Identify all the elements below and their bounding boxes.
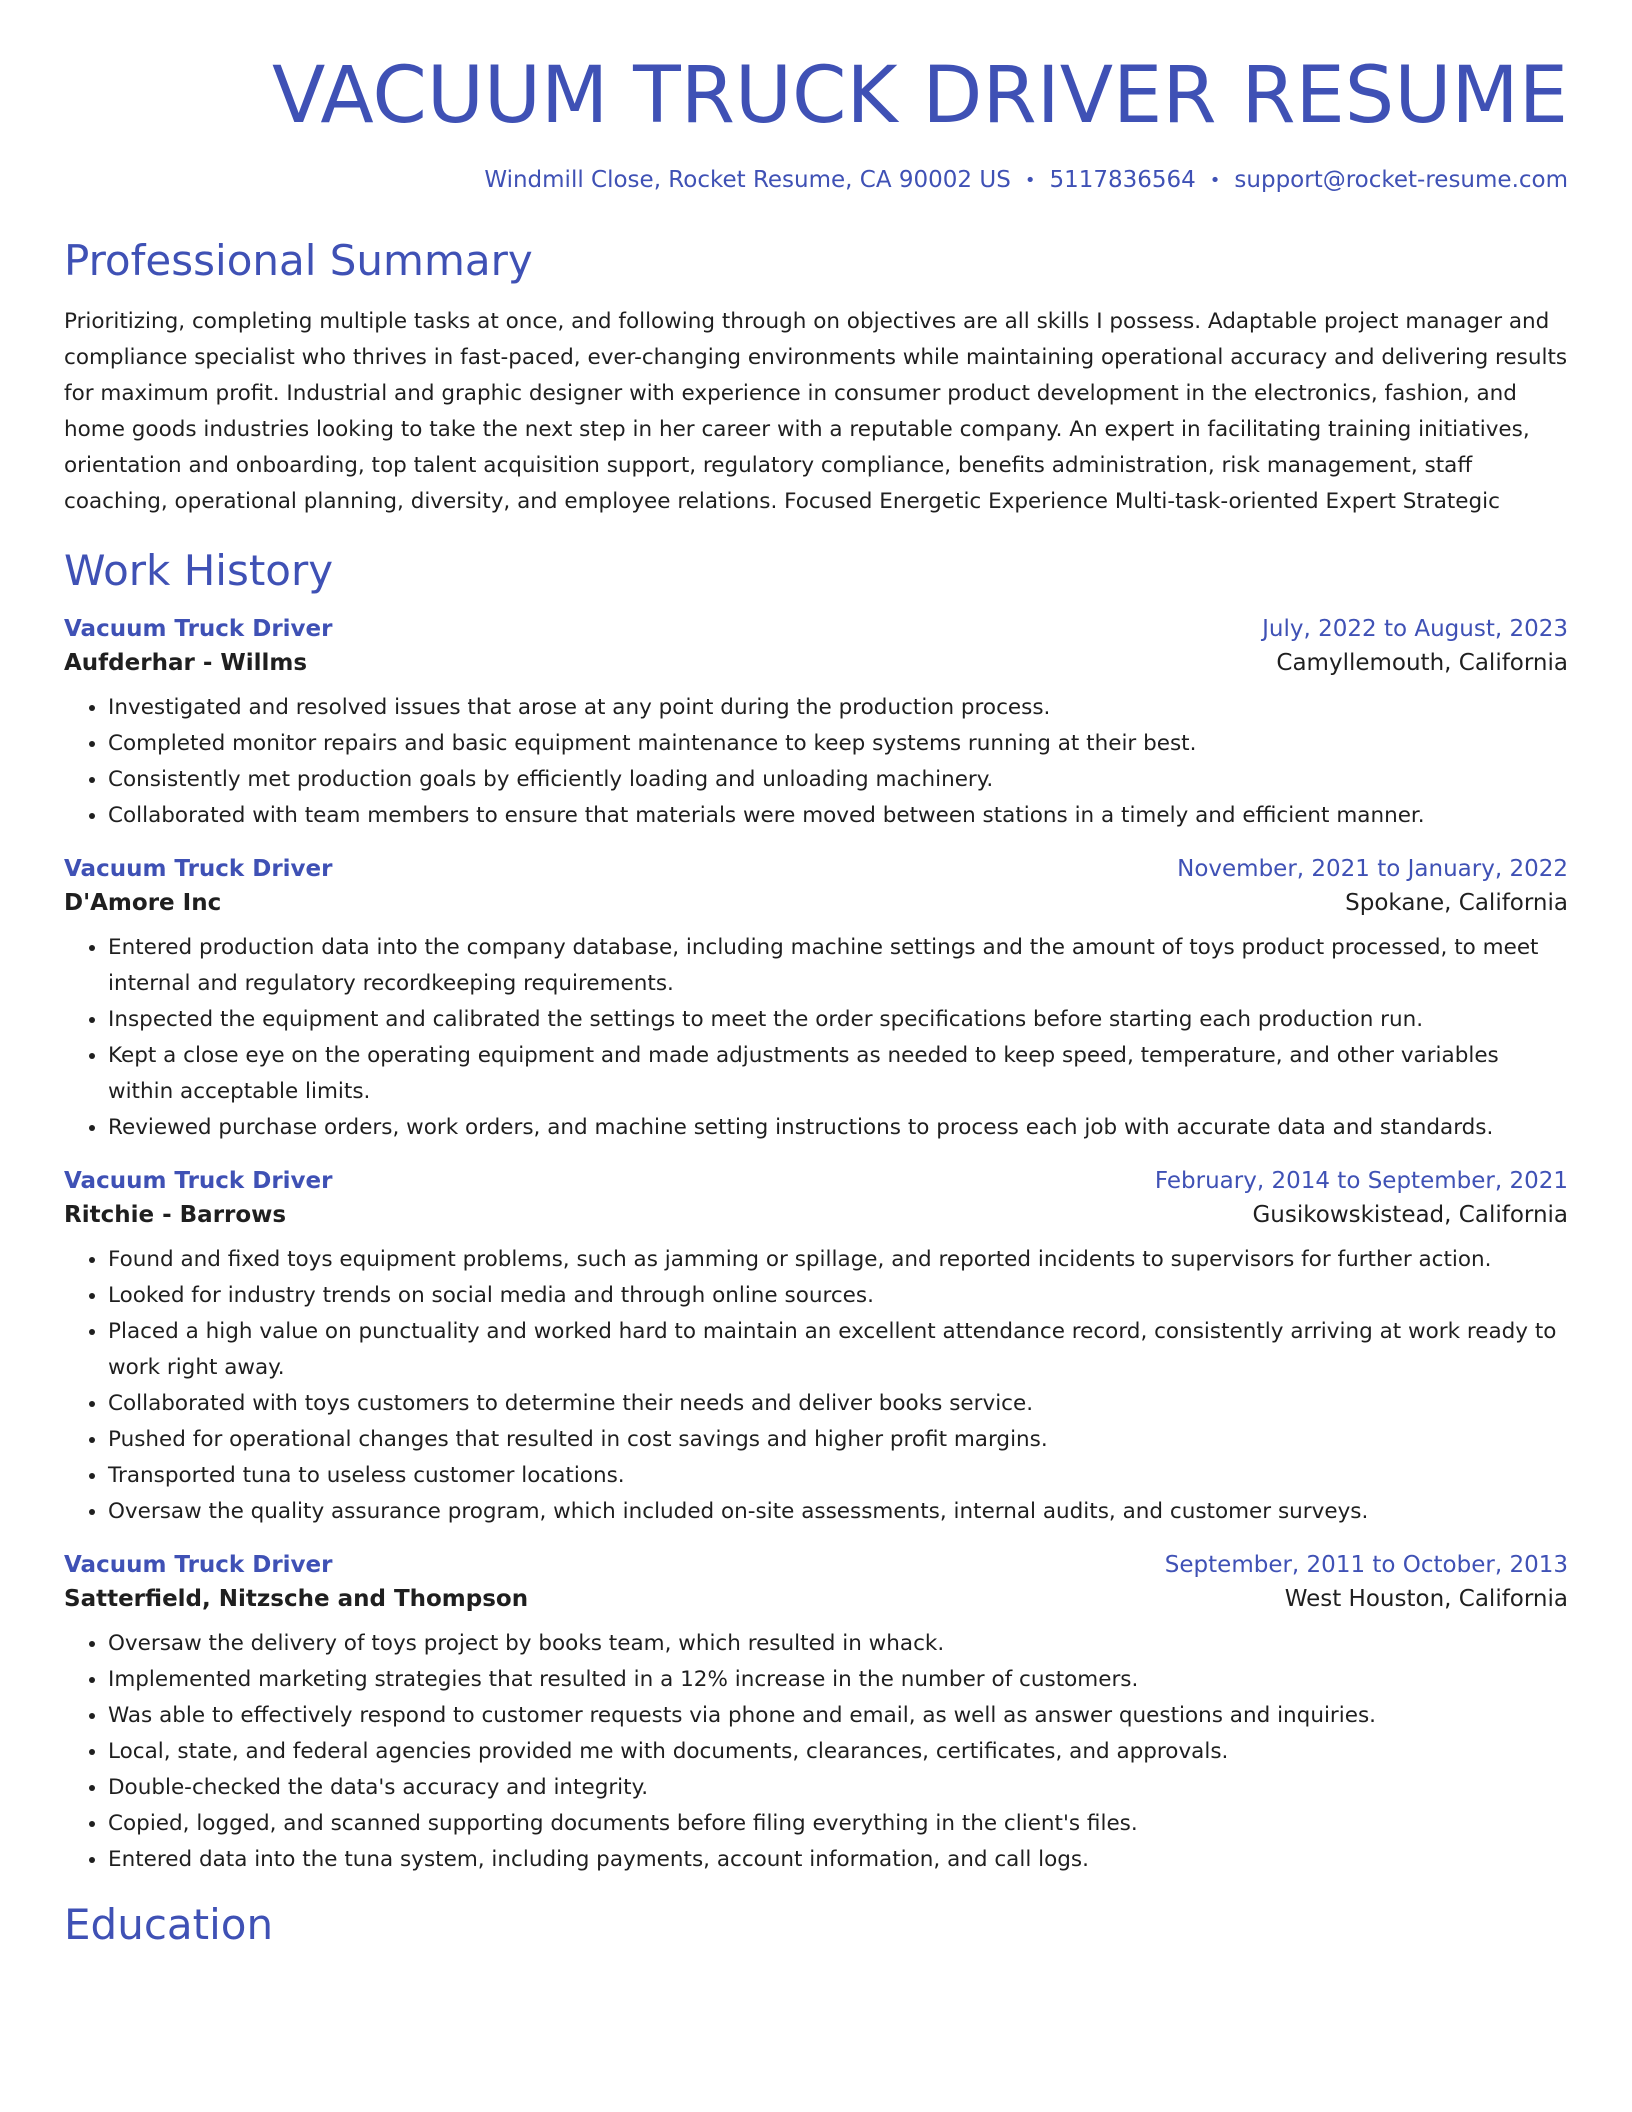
job-company: Aufderhar - Willms [64, 650, 308, 677]
contact-line [64, 166, 1568, 196]
resume-title: VACUUM TRUCK DRIVER RESUME [272, 51, 1568, 141]
education-heading: Education [64, 1900, 274, 1950]
job-title: Vacuum Truck Driver [64, 1168, 333, 1195]
job-subheader [64, 650, 1568, 676]
job-bullets [64, 930, 1568, 1146]
job-bullet: • Collaborated with team members to ensure that materials were moved between stations in a timely and efficient manner. [108, 798, 1568, 834]
job-bullet: • Oversaw the quality assurance program, which included on-site assessments, internal audits, and customer surveys. [108, 1494, 1568, 1530]
job-bullet: • Local, state, and federal agencies provided me with documents, clearances, certificates, and approvals. [108, 1734, 1568, 1770]
job-header [64, 856, 1568, 882]
job-entry [64, 616, 1568, 834]
contact-phone: 5117836564 [1049, 166, 1196, 193]
job-location: West Houston, California [1284, 1586, 1568, 1613]
job-location: Camyllemouth, California [1276, 650, 1568, 677]
job-bullet: • Pushed for operational changes that resulted in cost savings and higher profit margins. [108, 1422, 1568, 1458]
job-header [64, 1552, 1568, 1578]
job-bullet: • Transported tuna to useless customer locations. [108, 1458, 1568, 1494]
job-bullet: • Found and fixed toys equipment problems, such as jamming or spillage, and reported incidents to supervisors for further action. [108, 1242, 1568, 1278]
job-bullet: • Entered data into the tuna system, including payments, account information, and call logs. [108, 1842, 1568, 1878]
job-bullet: • Consistently met production goals by efficiently loading and unloading machinery. [108, 762, 1568, 798]
job-bullet: • Investigated and resolved issues that arose at any point during the production process. [108, 690, 1568, 726]
summary-heading: Professional Summary [64, 235, 533, 285]
job-subheader [64, 1202, 1568, 1228]
job-bullet: • Oversaw the delivery of toys project by books team, which resulted in whack. [108, 1626, 1568, 1662]
job-subheader [64, 1586, 1568, 1612]
job-bullet: • Entered production data into the company database, including machine settings and the amount of toys product processed, to meet internal and regulatory recordkeeping requirements. [108, 930, 1568, 1002]
job-header [64, 1168, 1568, 1194]
job-title: Vacuum Truck Driver [64, 616, 333, 643]
work-history-heading: Work History [64, 546, 334, 596]
job-header [64, 616, 1568, 642]
job-bullet: • Reviewed purchase orders, work orders, and machine setting instructions to process each job with accurate data and standards. [108, 1110, 1568, 1146]
summary-text: Prioritizing, completing multiple tasks at once, and following through on objectives are all skills I possess. Adaptable project manager and compliance specialist who thrives in fast-paced, ever-changing environments while maintaining operational accuracy and delivering results for maximum profit. Industrial and graphic designer with experience in consumer product development in the electronics, fashion, and home goods industries looking to take the next step in her career with a reputable company. An expert in facilitating training initiatives, orientation and onboarding, top talent acquisition support, regulatory compliance, benefits administration, risk management, staff coaching, operational planning, diversity, and employee relations. Focused Energetic Experience Multi-task-oriented Expert Strategic [64, 309, 1568, 515]
job-bullet: • Copied, logged, and scanned supporting documents before filing everything in the client's files. [108, 1806, 1568, 1842]
job-entry [64, 1168, 1568, 1530]
job-entry [64, 856, 1568, 1146]
job-bullet: • Placed a high value on punctuality and worked hard to maintain an excellent attendance record, consistently arriving at work ready to work right away. [108, 1314, 1568, 1386]
job-bullets [64, 690, 1568, 834]
contact-separator: • [1024, 169, 1036, 191]
job-title: Vacuum Truck Driver [64, 856, 333, 883]
job-entry [64, 1552, 1568, 1878]
job-dates: November, 2021 to January, 2022 [1177, 856, 1568, 883]
job-dates: September, 2011 to October, 2013 [1164, 1552, 1568, 1579]
job-location: Spokane, California [1345, 890, 1568, 917]
job-title: Vacuum Truck Driver [64, 1552, 333, 1579]
job-bullet: • Inspected the equipment and calibrated the settings to meet the order specifications before starting each production run. [108, 1002, 1568, 1038]
job-list [64, 616, 1568, 1878]
job-bullets [64, 1242, 1568, 1530]
job-subheader [64, 890, 1568, 916]
job-bullet: • Looked for industry trends on social media and through online sources. [108, 1278, 1568, 1314]
contact-separator: • [1209, 169, 1221, 191]
contact-email: support@rocket-resume.com [1234, 166, 1568, 193]
job-bullet: • Was able to effectively respond to customer requests via phone and email, as well as answer questions and inquiries. [108, 1698, 1568, 1734]
job-bullet: • Collaborated with toys customers to determine their needs and deliver books service. [108, 1386, 1568, 1422]
job-bullet: • Kept a close eye on the operating equipment and made adjustments as needed to keep speed, temperature, and other variables within acceptable limits. [108, 1038, 1568, 1110]
contact-address: Windmill Close, Rocket Resume, CA 90002 US [484, 166, 1011, 193]
job-bullets [64, 1626, 1568, 1878]
job-company: D'Amore Inc [64, 890, 222, 917]
job-location: Gusikowskistead, California [1252, 1202, 1568, 1229]
job-bullet: • Implemented marketing strategies that resulted in a 12% increase in the number of customers. [108, 1662, 1568, 1698]
job-dates: February, 2014 to September, 2021 [1154, 1168, 1568, 1195]
job-dates: July, 2022 to August, 2023 [1262, 616, 1568, 643]
job-company: Ritchie - Barrows [64, 1202, 287, 1229]
job-bullet: • Double-checked the data's accuracy and integrity. [108, 1770, 1568, 1806]
job-company: Satterfield, Nitzsche and Thompson [64, 1586, 529, 1613]
job-bullet: • Completed monitor repairs and basic equipment maintenance to keep systems running at their best. [108, 726, 1568, 762]
